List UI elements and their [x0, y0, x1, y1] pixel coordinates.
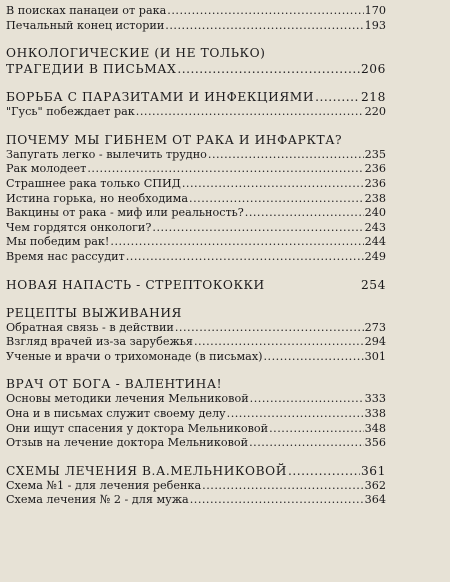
toc-entry-title: В поисках панацеи от рака [6, 4, 167, 17]
dot-leader [126, 250, 364, 265]
toc-entry [6, 479, 386, 494]
dot-leader [110, 235, 363, 250]
toc-entry-title: Схема №1 - для лечения ребенка [6, 478, 202, 492]
dot-leader [250, 392, 364, 407]
toc-entry-page: 244 [364, 235, 386, 249]
dot-leader [165, 19, 363, 34]
dot-leader [175, 321, 364, 336]
dot-leader [136, 105, 364, 120]
section-heading: ВРАЧ ОТ БОГА - ВАЛЕНТИНА! [6, 377, 223, 392]
toc-entry-page: 364 [364, 493, 386, 507]
toc-entry-page: 193 [364, 18, 386, 32]
toc-entry-title: Истина горька, но необходима [6, 191, 189, 205]
toc-entry [6, 105, 386, 120]
toc-entry-title: Они ищут спасения у доктора Мельниковой [6, 421, 269, 435]
dot-leader [208, 148, 364, 163]
toc-entry [6, 162, 386, 177]
toc-entry [6, 221, 386, 236]
toc-entry-page: 338 [364, 406, 386, 420]
section-page: 361 [360, 463, 386, 478]
toc-entry-title: Отзыв на лечение доктора Мельниковой [6, 436, 249, 450]
toc-entry-title: Рак молодеет [6, 162, 87, 176]
section-heading-line: ОНКОЛОГИЧЕСКИЕ (И НЕ ТОЛЬКО) [6, 46, 266, 61]
dot-leader [177, 61, 360, 77]
toc-entry [6, 493, 386, 508]
dot-leader [202, 479, 363, 494]
toc-entry-title: Мы победим рак! [6, 235, 110, 249]
toc-entry-page: 333 [364, 392, 386, 406]
toc-entry [6, 192, 386, 207]
section-page: 206 [360, 62, 386, 77]
toc-entry-title: Основы методики лечения Мельниковой [6, 392, 249, 406]
section-entry [6, 89, 386, 105]
toc-entry [6, 392, 386, 407]
toc-entry-page: 170 [364, 4, 386, 17]
dot-leader [87, 162, 363, 177]
toc-entry-page: 356 [364, 436, 386, 450]
toc-entry [6, 4, 386, 19]
toc-entry [6, 407, 386, 422]
toc-entry-page: 249 [364, 249, 386, 263]
toc-entry-page: 240 [364, 206, 386, 220]
toc-entry [6, 436, 386, 451]
toc-entry-title: Обратная связь - в действии [6, 320, 174, 334]
toc-entry [6, 250, 386, 265]
dot-leader [182, 177, 364, 192]
section-entry [6, 277, 386, 293]
dot-leader [227, 407, 364, 422]
dot-leader [167, 4, 363, 19]
toc-entry-page: 236 [364, 176, 386, 190]
section-title: БОРЬБА С ПАРАЗИТАМИ И ИНФЕКЦИЯМИ [6, 90, 315, 105]
section-page: 254 [360, 277, 386, 292]
toc-entry-title: Страшнее рака только СПИД [6, 176, 181, 190]
dot-leader [245, 206, 364, 221]
dot-leader [249, 436, 364, 451]
toc-entry-title: Запугать легко - вылечить трудно [6, 147, 207, 161]
section-heading: ПОЧЕМУ МЫ ГИБНЕМ ОТ РАКА И ИНФАРКТА? [6, 132, 343, 147]
dot-leader [264, 350, 364, 365]
table-of-contents [6, 4, 386, 508]
toc-entry-title: Ученые и врачи о трихомонаде (в письмах) [6, 349, 263, 363]
toc-entry [6, 422, 386, 437]
section-title: НОВАЯ НАПАСТЬ - СТРЕПТОКОККИ [6, 277, 265, 292]
dot-leader [194, 335, 364, 350]
toc-entry [6, 235, 386, 250]
toc-entry-title: "Гусь" побеждает рак [6, 105, 135, 119]
section-title: СХЕМЫ ЛЕЧЕНИЯ В.А.МЕЛЬНИКОВОЙ [6, 463, 287, 478]
section-heading: РЕЦЕПТЫ ВЫЖИВАНИЯ [6, 305, 182, 320]
toc-entry-page: 301 [364, 349, 386, 363]
toc-entry-page: 238 [364, 191, 386, 205]
dot-leader [269, 422, 364, 437]
toc-entry-page: 243 [364, 220, 386, 234]
toc-entry-page: 273 [364, 320, 386, 334]
toc-entry-page: 294 [364, 335, 386, 349]
section-page: 218 [360, 90, 386, 105]
toc-entry-title: Печальный конец истории [6, 18, 165, 32]
toc-entry-title: Она и в письмах служит своему делу [6, 406, 226, 420]
toc-entry [6, 206, 386, 221]
dot-leader [152, 221, 363, 236]
toc-entry [6, 335, 386, 350]
toc-entry [6, 350, 386, 365]
toc-entry-page: 348 [364, 421, 386, 435]
section-title: ТРАГЕДИИ В ПИСЬМАХ [6, 62, 177, 77]
dot-leader [315, 89, 360, 105]
toc-entry-title: Взгляд врачей из-за зарубежья [6, 335, 193, 349]
toc-entry-title: Схема лечения № 2 - для мужа [6, 493, 189, 507]
toc-entry-title: Вакцины от рака - миф или реальность? [6, 206, 244, 220]
toc-entry-page: 220 [364, 105, 386, 119]
section-entry [6, 463, 386, 479]
toc-entry [6, 177, 386, 192]
section-entry [6, 61, 386, 77]
dot-leader [190, 493, 364, 508]
toc-entry-page: 362 [364, 478, 386, 492]
toc-entry-title: Чем гордятся онкологи? [6, 220, 152, 234]
dot-leader [189, 192, 364, 207]
toc-entry [6, 321, 386, 336]
dot-leader [288, 463, 360, 479]
toc-entry-page: 235 [364, 147, 386, 161]
toc-entry [6, 148, 386, 163]
toc-entry-title: Время нас рассудит [6, 249, 125, 263]
toc-entry-page: 236 [364, 162, 386, 176]
toc-entry [6, 19, 386, 34]
